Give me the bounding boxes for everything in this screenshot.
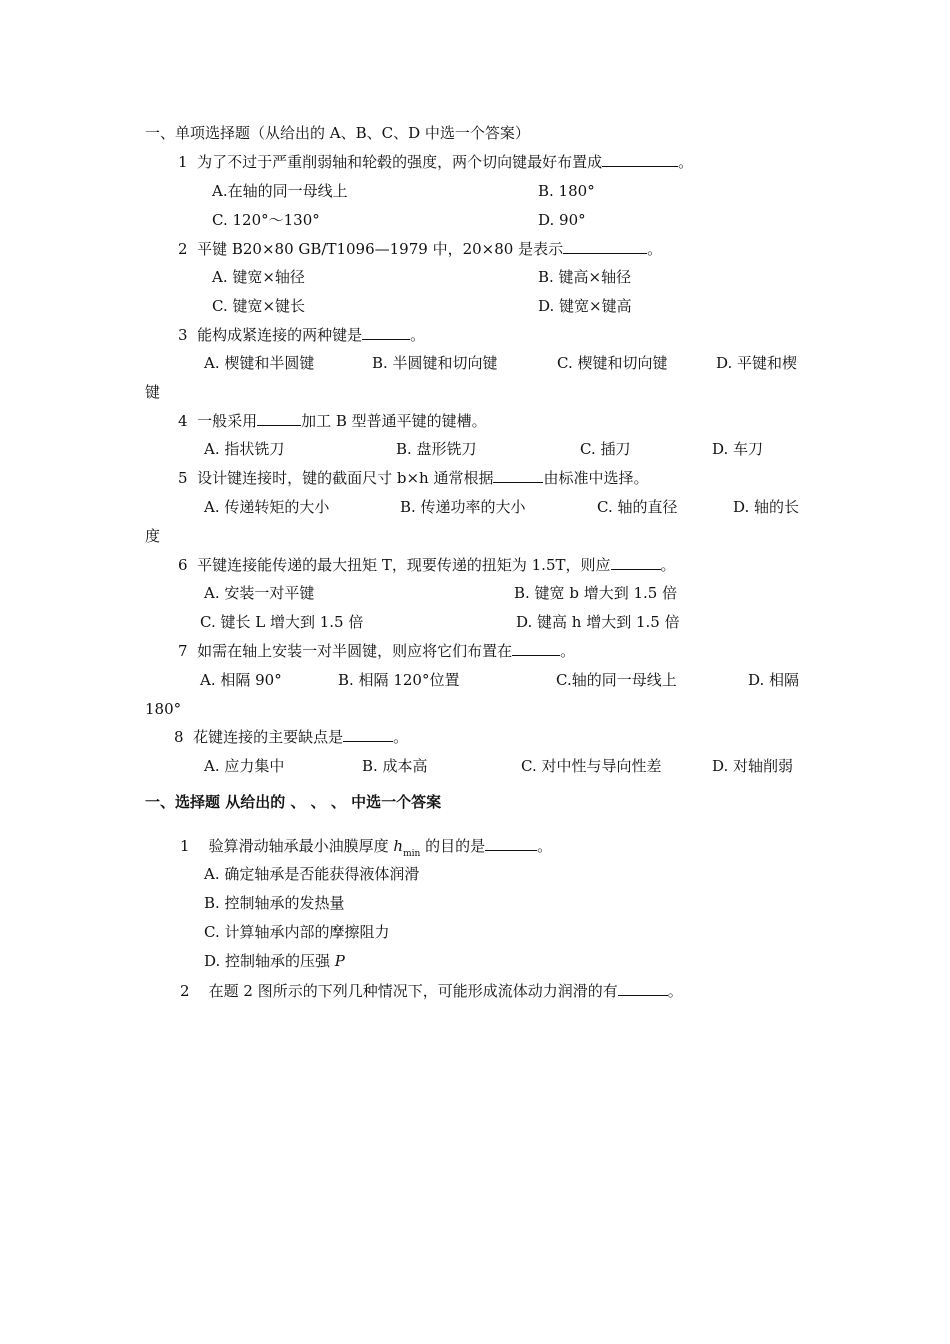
option-b: B. 相隔 120°位置	[338, 671, 460, 689]
answer-blank	[512, 641, 560, 656]
answer-blank	[485, 836, 537, 851]
question-number: 7	[178, 642, 188, 660]
question-text: 为了不过于严重削弱轴和轮毂的强度，两个切向键最好布置成	[197, 153, 603, 171]
option-c: C. 轴的直径	[597, 498, 678, 516]
option-d-text: D. 控制轴承的压强	[204, 952, 335, 970]
question-2	[180, 981, 683, 1001]
answer-blank	[611, 555, 661, 570]
question-number: 1	[178, 153, 188, 171]
question-text: 能构成紧连接的两种键是	[197, 326, 363, 344]
option-d: D. 键高 h 增大到 1.5 倍	[516, 613, 680, 631]
option-d: D. 键宽×键高	[538, 297, 632, 315]
option-d: D. 相隔	[748, 671, 800, 689]
question-1	[178, 152, 693, 172]
question-text-tail: 的目的是	[425, 837, 486, 855]
option-b: B. 传递功率的大小	[400, 498, 526, 516]
question-end: 。	[647, 240, 663, 258]
question-8	[174, 727, 408, 747]
option-d: D. 90°	[538, 211, 586, 229]
question-end: 。	[667, 982, 683, 1000]
option-b: B. 键宽 b 增大到 1.5 倍	[514, 584, 678, 602]
option-b: B. 键高×轴径	[538, 268, 632, 286]
question-text: 在题 2 图所示的下列几种情况下，可能形成流体动力润滑的有	[208, 982, 618, 1000]
option-b: B. 半圆键和切向键	[372, 354, 498, 372]
question-end: 。	[660, 556, 676, 574]
option-wrap: 度	[145, 527, 161, 545]
option-b: B. 控制轴承的发热量	[204, 894, 345, 912]
option-a: A. 确定轴承是否能获得液体润滑	[204, 865, 420, 883]
option-c: C. 楔键和切向键	[557, 354, 668, 372]
question-text: 花键连接的主要缺点是	[193, 728, 344, 746]
section-heading: 一、选择题 从给出的 、 、 、 中选一个答案	[145, 793, 442, 811]
question-number: 3	[178, 326, 188, 344]
question-text: 一般采用	[197, 412, 258, 430]
option-a: A.在轴的同一母线上	[212, 182, 348, 200]
option-a: A. 安装一对平键	[204, 584, 315, 602]
question-2	[178, 239, 662, 259]
option-a: A. 楔键和半圆键	[204, 354, 315, 372]
question-end: 加工 B 型普通平键的键槽。	[301, 412, 487, 430]
answer-blank	[563, 239, 647, 254]
option-wrap: 键	[145, 383, 161, 401]
option-c: C. 键宽×键长	[212, 297, 306, 315]
option-b: B. 盘形铣刀	[396, 440, 477, 458]
variable-h: h	[393, 837, 404, 855]
answer-blank	[257, 411, 301, 426]
option-c: C. 计算轴承内部的摩擦阻力	[204, 923, 390, 941]
question-end: 。	[678, 153, 694, 171]
option-a: A. 应力集中	[204, 757, 285, 775]
question-text: 平键 B20×80 GB/T1096—1979 中，20×80 是表示	[197, 240, 564, 258]
option-a: A. 键宽×轴径	[212, 268, 305, 286]
option-b: B. 成本高	[362, 757, 428, 775]
answer-blank	[343, 727, 393, 742]
option-d: D. 车刀	[712, 440, 764, 458]
question-number: 8	[174, 728, 184, 746]
option-c: C. 键长 L 增大到 1.5 倍	[200, 613, 364, 631]
question-number: 1	[180, 837, 190, 855]
question-text: 设计键连接时，键的截面尺寸 b×h 通常根据	[197, 469, 494, 487]
question-end: 。	[560, 642, 576, 660]
question-end: 。	[410, 326, 426, 344]
question-text: 验算滑动轴承最小油膜厚度	[208, 837, 394, 855]
answer-blank	[618, 981, 668, 996]
question-5	[178, 468, 648, 488]
section-heading: 一、单项选择题（从给出的 A、B、C、D 中选一个答案）	[145, 124, 530, 142]
question-7	[178, 641, 575, 661]
answer-blank	[362, 325, 410, 340]
option-d: D. 平键和楔	[716, 354, 798, 372]
option-d: D. 对轴削弱	[712, 757, 794, 775]
question-end: 。	[537, 837, 553, 855]
question-3	[178, 325, 425, 345]
option-c: C. 120°～130°	[212, 211, 320, 229]
question-end: 由标准中选择。	[543, 469, 649, 487]
question-number: 4	[178, 412, 188, 430]
answer-blank	[493, 468, 543, 483]
option-wrap: 180°	[145, 700, 182, 718]
question-text: 如需在轴上安装一对半圆键，则应将它们布置在	[197, 642, 513, 660]
variable-p: P	[334, 952, 345, 970]
question-number: 6	[178, 556, 188, 574]
option-b: B. 180°	[538, 182, 595, 200]
option-c: C. 对中性与导向性差	[521, 757, 662, 775]
option-d	[204, 951, 345, 971]
question-number: 5	[178, 469, 188, 487]
option-a: A. 相隔 90°	[200, 671, 282, 689]
option-c: C. 插刀	[580, 440, 631, 458]
variable-subscript: min	[403, 849, 421, 859]
question-number: 2	[180, 982, 190, 1000]
question-number: 2	[178, 240, 188, 258]
option-c: C.轴的同一母线上	[556, 671, 677, 689]
option-a: A. 指状铣刀	[204, 440, 285, 458]
option-a: A. 传递转矩的大小	[204, 498, 330, 516]
question-1	[180, 836, 552, 864]
question-6	[178, 555, 676, 575]
option-d: D. 轴的长	[733, 498, 800, 516]
question-text: 平键连接能传递的最大扭矩 T，现要传递的扭矩为 1.5T，则应	[197, 556, 611, 574]
question-4	[178, 411, 487, 431]
question-end: 。	[393, 728, 409, 746]
answer-blank	[602, 152, 678, 167]
